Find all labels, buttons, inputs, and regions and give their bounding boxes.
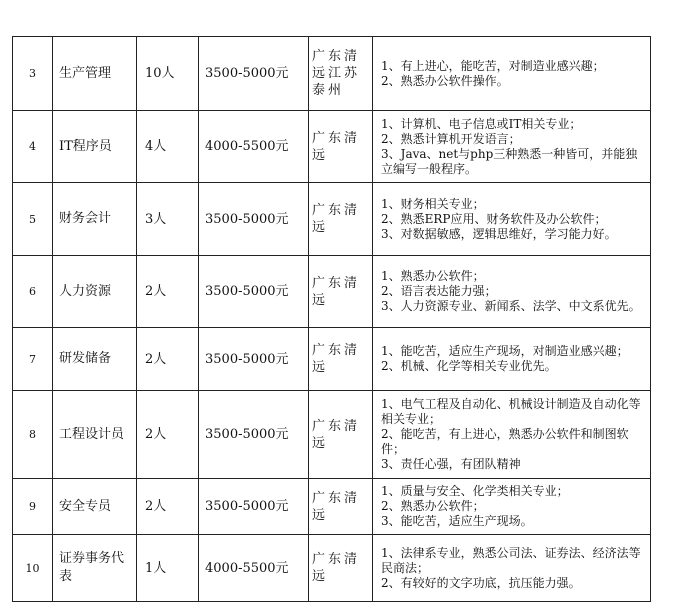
row-number: 3 (13, 37, 53, 111)
requirements-cell (373, 535, 651, 602)
table-row (13, 328, 651, 391)
requirements-cell (373, 183, 651, 256)
salary-range: 3500-5000元 (199, 391, 309, 479)
requirement-line: 2、机械、化学等相关专业优先。 (381, 359, 557, 373)
row-number: 4 (13, 111, 53, 183)
salary-range: 3500-5000元 (199, 256, 309, 328)
requirement-line: 3、Java、net与php三种熟悉一种皆可，并能独立编写一般程序。 (381, 146, 638, 176)
table-row (13, 183, 651, 256)
salary-range: 3500-5000元 (199, 328, 309, 391)
requirement-line: 1、能吃苦，适应生产现场，对制造业感兴趣； (381, 344, 629, 358)
headcount: 4人 (137, 111, 199, 183)
work-location: 广东清远 (309, 479, 373, 535)
headcount: 2人 (137, 391, 199, 479)
salary-range: 3500-5000元 (199, 479, 309, 535)
row-number: 10 (13, 535, 53, 602)
position-name: 安全专员 (53, 479, 137, 535)
salary-range: 3500-5000元 (199, 183, 309, 256)
table-row (13, 37, 651, 111)
headcount: 2人 (137, 256, 199, 328)
requirement-line: 2、熟悉办公软件操作。 (381, 73, 509, 88)
work-location: 广东清远 (309, 183, 373, 256)
row-number: 5 (13, 183, 53, 256)
row-number: 9 (13, 479, 53, 535)
requirement-line: 2、能吃苦，有上进心，熟悉办公软件和制图软件； (381, 427, 629, 456)
work-location: 广东清远 (309, 328, 373, 391)
position-name: 研发储备 (53, 328, 137, 391)
requirement-line: 3、能吃苦，适应生产现场。 (381, 514, 533, 528)
row-number: 6 (13, 256, 53, 328)
salary-range: 3500-5000元 (199, 37, 309, 111)
requirement-line: 2、语言表达能力强； (381, 284, 497, 298)
salary-range: 4000-5500元 (199, 111, 309, 183)
salary-range: 4000-5500元 (199, 535, 309, 602)
table-row (13, 535, 651, 602)
requirement-line: 1、财务相关专业； (381, 196, 485, 211)
requirement-line: 1、熟悉办公软件； (381, 269, 485, 283)
position-name: 证券事务代表 (53, 535, 137, 602)
requirements-cell (373, 37, 651, 111)
work-location: 广东清远 (309, 391, 373, 479)
requirement-line: 2、熟悉ERP应用、财务软件及办公软件； (381, 211, 607, 226)
requirement-line: 2、熟悉计算机开发语言； (381, 131, 521, 146)
headcount: 2人 (137, 479, 199, 535)
position-name: 人力资源 (53, 256, 137, 328)
requirements-cell (373, 111, 651, 183)
position-name: 生产管理 (53, 37, 137, 111)
headcount: 10人 (137, 37, 199, 111)
headcount: 3人 (137, 183, 199, 256)
work-location: 广东清远 (309, 256, 373, 328)
table-row (13, 111, 651, 183)
requirements-cell (373, 328, 651, 391)
position-name: IT程序员 (53, 111, 137, 183)
requirement-line: 3、对数据敏感，逻辑思维好，学习能力好。 (381, 226, 617, 241)
requirement-line: 1、法律系专业，熟悉公司法、证券法、经济法等民商法； (381, 545, 641, 575)
requirements-cell (373, 391, 651, 479)
row-number: 8 (13, 391, 53, 479)
requirement-line: 1、计算机、电子信息或IT相关专业； (381, 116, 582, 131)
row-number: 7 (13, 328, 53, 391)
recruitment-table (12, 36, 651, 602)
requirement-line: 1、质量与安全、化学类相关专业； (381, 484, 569, 498)
requirements-cell (373, 256, 651, 328)
requirements-cell (373, 479, 651, 535)
table-row (13, 256, 651, 328)
requirement-line: 1、有上进心，能吃苦，对制造业感兴趣； (381, 58, 605, 73)
requirement-line: 3、责任心强，有团队精神 (381, 457, 521, 471)
requirement-line: 2、熟悉办公软件； (381, 499, 485, 513)
headcount: 2人 (137, 328, 199, 391)
position-name: 工程设计员 (53, 391, 137, 479)
table-row (13, 479, 651, 535)
position-name: 财务会计 (53, 183, 137, 256)
work-location: 广东清远江苏泰州 (309, 37, 373, 111)
requirement-line: 2、有较好的文字功底，抗压能力强。 (381, 575, 581, 590)
table-row (13, 391, 651, 479)
work-location: 广东清远 (309, 111, 373, 183)
headcount: 1人 (137, 535, 199, 602)
requirement-line: 3、人力资源专业、新闻系、法学、中文系优先。 (381, 299, 641, 313)
work-location: 广东清远 (309, 535, 373, 602)
requirement-line: 1、电气工程及自动化、机械设计制造及自动化等相关专业； (381, 397, 641, 426)
